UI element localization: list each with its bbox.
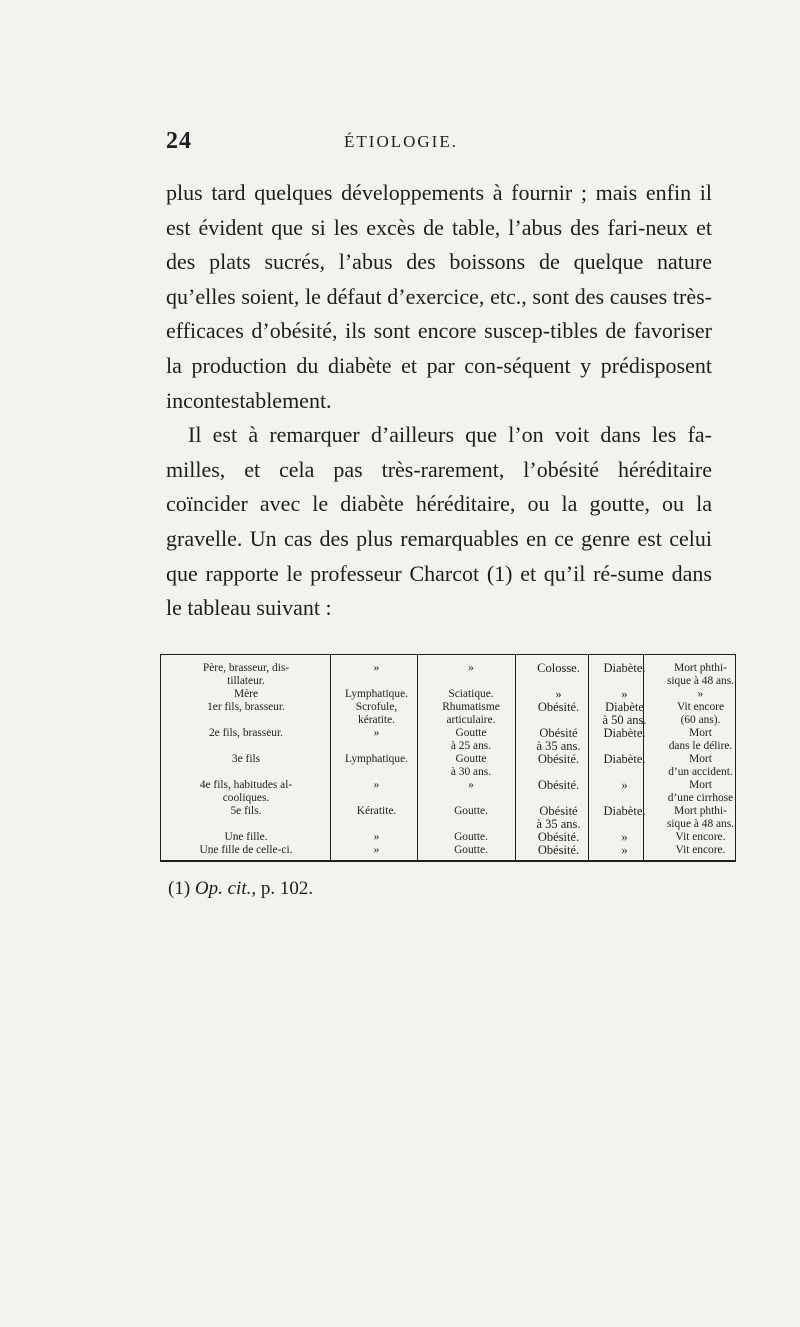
table-cell: Vit encore (60 ans). [676, 701, 725, 726]
table-cell: Diabète à 50 ans. [602, 700, 647, 727]
table-cell: Obésité à 35 ans. [536, 726, 581, 753]
table-row [160, 844, 748, 857]
running-head: ÉTIOLOGIE. [344, 132, 458, 151]
table-cell: 2e fils, brasseur. [208, 727, 284, 739]
table-cell: » [373, 844, 380, 856]
footnote-number: (1) [168, 878, 191, 899]
footnote-page: p. 102. [260, 878, 314, 899]
table-cell: Goutte. [454, 844, 488, 856]
table-cell: Diabète. [603, 726, 646, 740]
table-cell: » [468, 662, 474, 674]
table-cell: » [373, 779, 380, 791]
table-row [160, 662, 748, 688]
table-cell: Obésité à 35 ans. [536, 804, 581, 831]
table-cell: » [621, 830, 628, 844]
table-cell: Mort phthi- sique à 48 ans. [666, 805, 735, 830]
table-cell: Obésité. [537, 843, 580, 857]
table-cell: 3e fils [231, 753, 261, 765]
footnote-reference: Op. cit., [194, 878, 257, 899]
table-cell: Vit encore. [675, 831, 726, 843]
table-cell: Goutte à 25 ans. [450, 727, 492, 752]
table-cell: Goutte. [454, 831, 488, 843]
table-cell: Mère [233, 688, 259, 700]
table-cell: Père, brasseur, dis- tillateur. [202, 662, 290, 687]
table-row [160, 779, 748, 805]
table-cell: 4e fils, habitudes al- cooliques. [199, 779, 293, 804]
table-cell: » [468, 779, 474, 791]
table-row [160, 753, 748, 779]
table-cell: Lymphatique. [345, 688, 408, 700]
table-cell: Diabète. [603, 804, 646, 818]
table-cell: Obésité. [537, 778, 580, 792]
table-row [160, 688, 748, 701]
page-number: 24 [166, 128, 192, 154]
paragraph-1: plus tard quelques développements à fournir ; mais enfin il est évident que si les excès de table, l’abus des fari-neux et des plats sucrés, l’abus des boissons de quelque nature qu’elles soient, le défaut d’exercice, etc., sont des causes très-efficaces d’obésité, ils sont encore suscep-tibles de favoriser la production du diabète et par con-séquent y prédisposent incontestablement. [166, 180, 712, 413]
table-cell: Une fille de celle-ci. [199, 844, 293, 856]
table-cell: Une fille. [224, 831, 268, 843]
table-cell: 5e fils. [230, 805, 262, 817]
table-cell: Goutte. [454, 805, 488, 817]
table-cell: Scrofule, kératite. [355, 701, 398, 726]
table-cell: » [621, 778, 628, 792]
table-cell: Diabète. [603, 752, 646, 766]
table-cell: Obésité. [537, 700, 580, 714]
genealogy-table [160, 654, 736, 862]
table-cell: Obésité. [537, 830, 580, 844]
table-row [160, 727, 748, 753]
table-cell: Sciatique. [448, 688, 494, 700]
table-cell: » [373, 727, 380, 739]
table-cell: Colosse. [537, 661, 580, 675]
table-cell: Rhumatisme articulaire. [442, 701, 500, 726]
table-row [160, 805, 748, 831]
table-cell: » [621, 843, 628, 857]
page-header [166, 128, 636, 162]
table-cell: » [373, 662, 380, 674]
table-cell: Mort d’une cirrhose [667, 779, 734, 804]
table-cell: Mort d’un accident. [668, 753, 733, 778]
table-cell: » [373, 831, 380, 843]
body-text [166, 176, 712, 626]
table-row [160, 701, 748, 727]
table-cell: Mort dans le délire. [668, 727, 733, 752]
table-cell: » [555, 687, 562, 701]
table-cell: » [621, 687, 628, 701]
footnote [168, 878, 313, 900]
table-cell: 1er fils, brasseur. [207, 701, 285, 713]
table-cell: Mort phthi- sique à 48 ans. [666, 662, 735, 687]
table-cell: Goutte à 30 ans. [450, 753, 492, 778]
table-cell: Lymphatique. [345, 753, 408, 765]
table-cell: Obésité. [537, 752, 580, 766]
family-history-table [160, 662, 748, 857]
table-cell: Vit encore. [675, 844, 726, 856]
table-cell: Kératite. [356, 805, 397, 817]
table-top-rule [160, 654, 736, 655]
table-row [160, 831, 748, 844]
paragraph-2: Il est à remarquer d’ailleurs que l’on voit dans les fa-milles, et cela pas très-rarement, l’obésité héréditaire coïncider avec le diabète héréditaire, ou la goutte, ou la gravelle. Un cas des plus remarquables en ce genre est celui que rapporte le professeur Charcot (1) et qu’il ré-sume dans le tableau suivant : [166, 422, 712, 621]
table-cell: » [697, 688, 704, 700]
table-cell: Diabète. [603, 661, 646, 675]
